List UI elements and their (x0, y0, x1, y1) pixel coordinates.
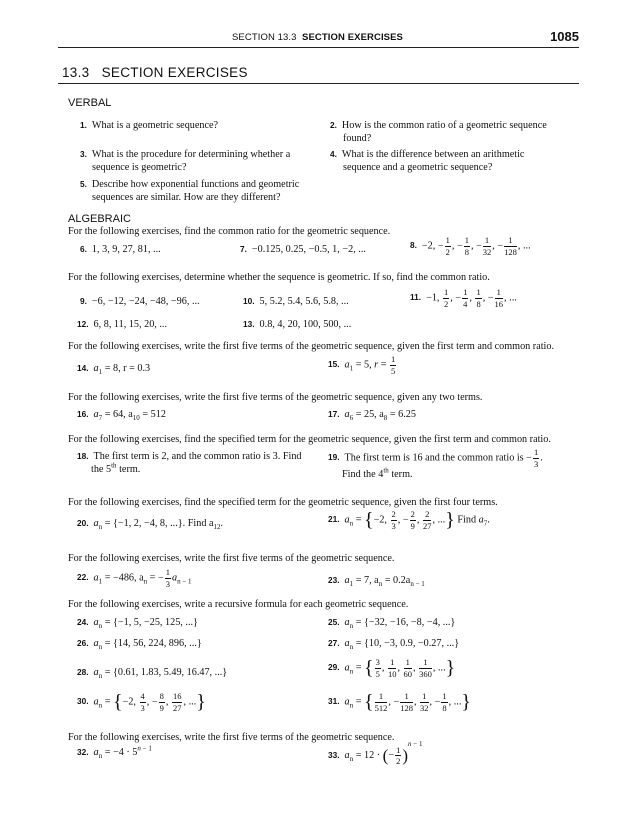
exercise-9: 9. −6, −12, −24, −48, −96, ... (80, 296, 200, 307)
exercise-19: 19. The first term is 16 and the common ratio is − $\frac{1}{3}$ . Find the 4th term. (328, 447, 543, 480)
exercise-3: 3. What is the procedure for determining whether a sequence is geometric? (80, 149, 291, 174)
exercise-21: 21. $a_n = \{-2$, $\frac{2}{3}$ , − $\frac{2}{9}$ , $\frac{2}{27}$ , ...} Find $a_7$. (328, 509, 490, 531)
instruction-two-terms: For the following exercises, write the first five terms of the geometric sequence, given any two terms. (68, 392, 483, 403)
exercise-23: 23. $a_1 = 7$, $a_n = 0.2a_{n - 1}$ (328, 575, 425, 589)
exercise-25: 25. $a_n = \{-32$, −16, −8, −4, ...} (328, 617, 456, 631)
algebraic-heading: ALGEBRAIC (68, 213, 131, 225)
exercise-17: 17. $a_6 = 25$, $a_8 = 6.25$ (328, 409, 416, 423)
exercise-28: 28. $a_n = \{0.61$, 1.83, 5.49, 16.47, ...} (77, 667, 228, 681)
exercise-12: 12. 6, 8, 11, 15, 20, ... (77, 319, 168, 330)
exercise-33: 33. $a_n = 12$ · (− $\frac{1}{2}$ )$^{n - 1}$ (328, 740, 423, 767)
exercise-4: 4. What is the difference between an arithmetic sequence and a geometric sequence? (330, 149, 525, 174)
instruction-geometric: For the following exercises, determine whether the sequence is geometric. If so, find the common ratio. (68, 272, 490, 283)
exercise-18: 18. The first term is 2, and the common ratio is 3. Find the 5th term. (77, 451, 302, 476)
exercise-6: 6. 1, 3, 9, 27, 81, ... (80, 244, 161, 255)
instruction-five-terms-ratio: For the following exercises, write the first five terms of the geometric sequence, given the first term and common ratio. (68, 341, 555, 352)
verbal-heading: VERBAL (68, 97, 112, 109)
instruction-ratio: For the following exercises, find the common ratio for the geometric sequence. (68, 226, 391, 237)
header-title: SECTION EXERCISES (302, 32, 403, 43)
instruction-specified-term-four: For the following exercises, find the specified term for the geometric sequence, given the first four terms. (68, 497, 498, 508)
header-rule (58, 47, 579, 48)
exercise-1: 1. What is a geometric sequence? (80, 120, 219, 131)
exercise-11: 11. −1, $\frac{1}{2}$ , − $\frac{1}{4}$ , $\frac{1}{8}$ , − $\frac{1}{16}$ , ... (410, 287, 517, 309)
exercise-2: 2. How is the common ratio of a geometric sequence found? (330, 120, 547, 145)
header-section: SECTION 13.3 (232, 32, 297, 43)
page-number: 1085 (550, 29, 579, 44)
instruction-five-terms-a: For the following exercises, write the first five terms of the geometric sequence. (68, 553, 395, 564)
exercise-5: 5. Describe how exponential functions and geometric sequences are similar. How are they different? (80, 179, 300, 204)
exercise-20: 20. $a_n = \{-1$, 2, −4, 8, ...}. Find $a_{12}$. (77, 518, 224, 532)
exercise-31: 31. $a_n$ = { $\frac{1}{512}$ , − $\frac{1}{128}$ , $\frac{1}{32}$ , − $\frac{1}{8}$ , ...} (328, 691, 471, 713)
exercise-13: 13. 0.8, 4, 20, 100, 500, ... (243, 319, 352, 330)
exercise-30: 30. $a_n = \{-2$, $\frac{4}{3}$ , − $\frac{8}{9}$ , $\frac{16}{27}$ , ...} (77, 691, 206, 713)
instruction-specified-term-ratio: For the following exercises, find the specified term for the geometric sequence, given the first term and common ratio. (68, 434, 551, 445)
title-rule (58, 83, 579, 84)
exercise-29: 29. $a_n$ = { $\frac{3}{5}$ , $\frac{1}{10}$ , $\frac{1}{60}$ , $\frac{1}{360}$ , ...} (328, 657, 456, 679)
exercise-27: 27. $a_n = \{10$, −3, 0.9, −0.27, ...} (328, 638, 460, 652)
exercise-8: 8. −2, − $\frac{1}{2}$ , − $\frac{1}{8}$ , − $\frac{1}{32}$ , − $\frac{1}{128}$ , ... (410, 235, 531, 257)
exercise-32: 32. $a_n = -4 \cdot 5^{n - 1}$ (77, 744, 152, 761)
exercise-7: 7. −0.125, 0.25, −0.5, 1, −2, ... (240, 244, 366, 255)
exercise-10: 10. 5, 5.2, 5.4, 5.6, 5.8, ... (243, 296, 349, 307)
running-header (232, 32, 403, 44)
instruction-recursive: For the following exercises, write a recursive formula for each geometric sequence. (68, 599, 409, 610)
exercise-15: 15. $a_1 = 5$, r = $\frac{1}{5}$ (328, 354, 396, 376)
section-title: 13.3 SECTION EXERCISES (62, 65, 248, 80)
exercise-14: 14. $a_1 = 8$, r = 0.3 (77, 363, 151, 377)
exercise-16: 16. $a_7 = 64$, $a_{10} = 512$ (77, 409, 166, 423)
exercise-24: 24. $a_n = \{-1$, 5, −25, 125, ...} (77, 617, 198, 631)
exercise-22: 22. $a_1 = -486$, $a_n$ = − $\frac{1}{3}$ $a_{n - 1}$ (77, 567, 192, 589)
instruction-five-terms-b: For the following exercises, write the first five terms of the geometric sequence. (68, 732, 395, 743)
exercise-26: 26. $a_n = \{14$, 56, 224, 896, ...} (77, 638, 202, 652)
